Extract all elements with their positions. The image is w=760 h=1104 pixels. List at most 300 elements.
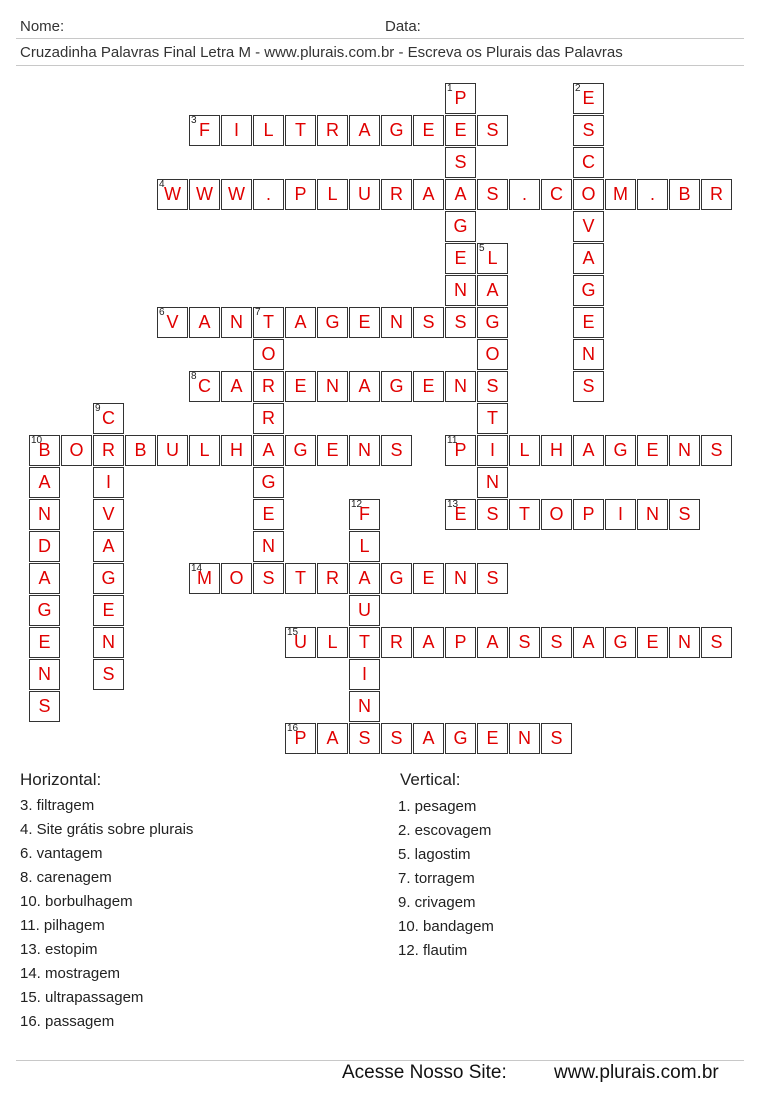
crossword-cell[interactable] xyxy=(253,499,284,530)
crossword-cell[interactable] xyxy=(189,371,220,402)
crossword-cell[interactable] xyxy=(477,275,508,306)
crossword-cell[interactable] xyxy=(253,371,284,402)
cell-letter: N xyxy=(38,664,51,684)
cell-letter: E xyxy=(454,248,467,268)
vertical-clue-list xyxy=(398,795,494,963)
crossword-cell[interactable] xyxy=(445,307,476,338)
crossword-cell[interactable] xyxy=(189,115,220,146)
crossword-cell[interactable] xyxy=(509,179,540,210)
crossword-cell[interactable] xyxy=(93,659,124,690)
clue-item: 13. estopim xyxy=(20,941,98,958)
cell-number: 14 xyxy=(191,563,203,574)
cell-letter: I xyxy=(233,120,239,140)
cell-letter: P xyxy=(454,88,467,108)
cell-letter: O xyxy=(261,344,276,364)
horizontal-clues-title: Horizontal: xyxy=(20,770,102,789)
cell-number: 4 xyxy=(159,179,165,190)
cell-letter: U xyxy=(358,184,371,204)
crossword-cell[interactable] xyxy=(573,115,604,146)
cell-letter: B xyxy=(134,440,147,460)
cell-letter: M xyxy=(197,568,212,588)
crossword-cell[interactable] xyxy=(445,371,476,402)
crossword-cell[interactable] xyxy=(349,595,380,626)
crossword-cell[interactable] xyxy=(285,115,316,146)
crossword-cell[interactable] xyxy=(189,307,220,338)
clue-item: 12. flautim xyxy=(398,942,468,959)
crossword-cell[interactable] xyxy=(29,659,60,690)
cell-letter: S xyxy=(102,664,115,684)
crossword-cell[interactable] xyxy=(477,403,508,434)
crossword-cell[interactable] xyxy=(317,179,348,210)
cell-letter: E xyxy=(646,440,659,460)
crossword-cell[interactable] xyxy=(221,307,252,338)
crossword-cell[interactable] xyxy=(125,435,156,466)
crossword-cell[interactable] xyxy=(381,371,412,402)
crossword-cell[interactable] xyxy=(477,499,508,530)
cell-letter: G xyxy=(389,568,404,588)
cell-letter: H xyxy=(230,440,243,460)
footer-label: Acesse Nosso Site: xyxy=(342,1062,507,1083)
crossword-cell[interactable] xyxy=(253,435,284,466)
crossword-cell[interactable] xyxy=(413,307,444,338)
cell-letter: E xyxy=(262,504,275,524)
crossword-cell[interactable] xyxy=(317,627,348,658)
cell-number: 2 xyxy=(575,83,581,94)
crossword-cell[interactable] xyxy=(637,627,668,658)
cell-letter: A xyxy=(486,632,499,652)
cell-letter: S xyxy=(262,568,275,588)
crossword-cell[interactable] xyxy=(669,435,700,466)
cell-letter: G xyxy=(389,376,404,396)
crossword-cell[interactable] xyxy=(477,307,508,338)
cell-letter: T xyxy=(295,120,306,140)
clue-item: 4. Site grátis sobre plurais xyxy=(20,821,194,838)
crossword-cell[interactable] xyxy=(509,435,540,466)
crossword-cell[interactable] xyxy=(477,371,508,402)
crossword-cell[interactable] xyxy=(573,499,604,530)
crossword-cell[interactable] xyxy=(445,83,476,114)
cell-letter: S xyxy=(486,568,499,588)
cell-letter: C xyxy=(550,184,563,204)
crossword-cell[interactable] xyxy=(413,371,444,402)
crossword-cell[interactable] xyxy=(349,371,380,402)
cell-letter: S xyxy=(550,728,563,748)
cell-letter: S xyxy=(582,120,595,140)
cell-number: 12 xyxy=(351,499,363,510)
cell-letter: G xyxy=(101,568,116,588)
crossword-cell[interactable] xyxy=(669,499,700,530)
crossword-cell[interactable] xyxy=(253,563,284,594)
crossword-cell[interactable] xyxy=(381,723,412,754)
crossword-cell[interactable] xyxy=(669,179,700,210)
crossword-cell[interactable] xyxy=(701,179,732,210)
crossword-cell[interactable] xyxy=(541,499,572,530)
crossword-cell[interactable] xyxy=(573,339,604,370)
crossword-cell[interactable] xyxy=(29,627,60,658)
cell-letter: R xyxy=(390,632,403,652)
crossword-cell[interactable] xyxy=(285,435,316,466)
crossword-cell[interactable] xyxy=(253,467,284,498)
crossword-cell[interactable] xyxy=(285,563,316,594)
crossword-cell[interactable] xyxy=(637,179,668,210)
cell-letter: E xyxy=(582,88,595,108)
cell-letter: E xyxy=(422,568,435,588)
crossword-cell[interactable] xyxy=(189,435,220,466)
cell-letter: . xyxy=(265,184,271,204)
cell-letter: E xyxy=(454,120,467,140)
cell-letter: P xyxy=(294,184,307,204)
crossword-cell[interactable] xyxy=(349,627,380,658)
crossword-cell[interactable] xyxy=(445,211,476,242)
crossword-cell[interactable] xyxy=(349,179,380,210)
crossword-cell[interactable] xyxy=(477,563,508,594)
crossword-cell[interactable] xyxy=(445,115,476,146)
crossword-cell[interactable] xyxy=(29,499,60,530)
cell-number: 13 xyxy=(447,499,459,510)
cell-letter: A xyxy=(582,632,595,652)
cell-letter: B xyxy=(678,184,691,204)
crossword-cell[interactable] xyxy=(445,627,476,658)
crossword-cell[interactable] xyxy=(253,403,284,434)
crossword-cell[interactable] xyxy=(509,627,540,658)
cell-letter: E xyxy=(358,312,371,332)
crossword-cell[interactable] xyxy=(701,627,732,658)
crossword-cell[interactable] xyxy=(349,531,380,562)
crossword-cell[interactable] xyxy=(349,563,380,594)
cell-letter: A xyxy=(422,184,435,204)
crossword-cell[interactable] xyxy=(253,179,284,210)
cell-letter: N xyxy=(230,312,243,332)
crossword-cell[interactable] xyxy=(381,435,412,466)
crossword-cell[interactable] xyxy=(573,275,604,306)
clue-item: 15. ultrapassagem xyxy=(20,989,144,1006)
crossword-cell[interactable] xyxy=(189,179,220,210)
cell-letter: E xyxy=(486,728,499,748)
cell-letter: B xyxy=(38,440,51,460)
cell-letter: M xyxy=(613,184,628,204)
crossword-cell[interactable] xyxy=(29,435,60,466)
crossword-cell[interactable] xyxy=(381,115,412,146)
cell-letter: N xyxy=(390,312,403,332)
crossword-cell[interactable] xyxy=(477,115,508,146)
cell-letter: S xyxy=(390,728,403,748)
crossword-cell[interactable] xyxy=(445,563,476,594)
cell-letter: A xyxy=(454,184,467,204)
cell-letter: A xyxy=(358,376,371,396)
crossword-cell[interactable] xyxy=(29,531,60,562)
cell-letter: N xyxy=(454,376,467,396)
cell-letter: R xyxy=(710,184,723,204)
cell-letter: G xyxy=(37,600,52,620)
crossword-cell[interactable] xyxy=(285,371,316,402)
crossword-cell[interactable] xyxy=(61,435,92,466)
crossword-cell[interactable] xyxy=(221,179,252,210)
crossword-cell[interactable] xyxy=(573,435,604,466)
crossword-cell[interactable] xyxy=(317,723,348,754)
crossword-cell[interactable] xyxy=(541,435,572,466)
cell-letter: E xyxy=(326,440,339,460)
cell-number: 5 xyxy=(479,243,485,254)
cell-letter: A xyxy=(358,568,371,588)
crossword-cell[interactable] xyxy=(637,499,668,530)
cell-letter: T xyxy=(487,408,498,428)
crossword-cell[interactable] xyxy=(285,307,316,338)
crossword-cell[interactable] xyxy=(221,115,252,146)
crossword-cell[interactable] xyxy=(445,179,476,210)
cell-letter: W xyxy=(228,184,245,204)
crossword-cell[interactable] xyxy=(253,115,284,146)
crossword-cell[interactable] xyxy=(605,435,636,466)
cell-letter: R xyxy=(390,184,403,204)
cell-letter: T xyxy=(295,568,306,588)
crossword-cell[interactable] xyxy=(413,179,444,210)
cell-letter: E xyxy=(102,600,115,620)
footer-rule xyxy=(16,1060,744,1061)
cell-letter: L xyxy=(263,120,274,140)
crossword-cell[interactable] xyxy=(573,307,604,338)
crossword-cell[interactable] xyxy=(317,307,348,338)
crossword-cell[interactable] xyxy=(413,723,444,754)
crossword-cell[interactable] xyxy=(157,435,188,466)
crossword-cell[interactable] xyxy=(413,563,444,594)
cell-letter: A xyxy=(230,376,243,396)
cell-letter: G xyxy=(453,728,468,748)
cell-number: 6 xyxy=(159,307,165,318)
clue-item: 3. filtragem xyxy=(20,797,95,814)
crossword-cell[interactable] xyxy=(605,179,636,210)
cell-letter: E xyxy=(38,632,51,652)
cell-number: 8 xyxy=(191,371,197,382)
crossword-cell[interactable] xyxy=(285,723,316,754)
crossword-cell[interactable] xyxy=(349,307,380,338)
cell-letter: F xyxy=(199,120,210,140)
crossword-cell[interactable] xyxy=(93,595,124,626)
crossword-cell[interactable] xyxy=(445,435,476,466)
crossword-cell[interactable] xyxy=(381,179,412,210)
crossword-cell[interactable] xyxy=(541,627,572,658)
clue-item: 2. escovagem xyxy=(398,822,492,839)
crossword-cell[interactable] xyxy=(29,563,60,594)
cell-letter: S xyxy=(678,504,691,524)
crossword-cell[interactable] xyxy=(445,499,476,530)
cell-letter: H xyxy=(550,440,563,460)
crossword-cell[interactable] xyxy=(445,147,476,178)
crossword-cell[interactable] xyxy=(93,403,124,434)
cell-letter: P xyxy=(582,504,595,524)
cell-letter: G xyxy=(389,120,404,140)
cell-letter: P xyxy=(454,632,467,652)
crossword-cell[interactable] xyxy=(285,179,316,210)
crossword-cell[interactable] xyxy=(349,435,380,466)
cell-number: 10 xyxy=(31,435,43,446)
crossword-cell[interactable] xyxy=(93,563,124,594)
crossword-cell[interactable] xyxy=(477,467,508,498)
crossword-cell[interactable] xyxy=(93,435,124,466)
crossword-cell[interactable] xyxy=(253,339,284,370)
cell-letter: N xyxy=(582,344,595,364)
cell-letter: S xyxy=(518,632,531,652)
crossword-cell[interactable] xyxy=(541,179,572,210)
clue-item: 11. pilhagem xyxy=(20,917,105,934)
cell-letter: C xyxy=(582,152,595,172)
cell-letter: S xyxy=(454,312,467,332)
cell-letter: A xyxy=(582,248,595,268)
cell-letter: E xyxy=(646,632,659,652)
crossword-cell[interactable] xyxy=(573,371,604,402)
crossword-cell[interactable] xyxy=(413,115,444,146)
cell-letter: L xyxy=(327,184,338,204)
crossword-cell[interactable] xyxy=(189,563,220,594)
crossword-cell[interactable] xyxy=(317,435,348,466)
crossword-cell[interactable] xyxy=(381,307,412,338)
cell-letter: O xyxy=(549,504,564,524)
cell-letter: S xyxy=(710,440,723,460)
cell-letter: N xyxy=(454,280,467,300)
page-title: Cruzadinha Palavras Final Letra M - www.plurais.com.br - Escreva os Plurais das Palavras xyxy=(20,44,623,61)
crossword-cell[interactable] xyxy=(157,179,188,210)
cell-letter: A xyxy=(486,280,499,300)
crossword-cell[interactable] xyxy=(509,723,540,754)
cell-letter: N xyxy=(486,472,499,492)
crossword-cell[interactable] xyxy=(477,723,508,754)
crossword-cell[interactable] xyxy=(317,115,348,146)
cell-letter: R xyxy=(262,408,275,428)
cell-letter: . xyxy=(521,184,527,204)
crossword-cell[interactable] xyxy=(349,723,380,754)
cell-letter: S xyxy=(582,376,595,396)
cell-letter: . xyxy=(649,184,655,204)
crossword-cell[interactable] xyxy=(477,435,508,466)
cell-letter: O xyxy=(581,184,596,204)
crossword-cell[interactable] xyxy=(253,531,284,562)
cell-letter: A xyxy=(422,728,435,748)
crossword-cell[interactable] xyxy=(669,627,700,658)
cell-letter: T xyxy=(263,312,274,332)
cell-letter: L xyxy=(519,440,530,460)
clue-item: 8. carenagem xyxy=(20,869,112,886)
crossword-cell[interactable] xyxy=(477,627,508,658)
crossword-cell[interactable] xyxy=(477,339,508,370)
crossword-cell[interactable] xyxy=(573,243,604,274)
crossword-cell[interactable] xyxy=(253,307,284,338)
cell-letter: S xyxy=(358,728,371,748)
cell-letter: D xyxy=(38,536,51,556)
crossword-cell[interactable] xyxy=(509,499,540,530)
cell-letter: E xyxy=(422,376,435,396)
cell-letter: N xyxy=(454,568,467,588)
cell-letter: N xyxy=(262,536,275,556)
crossword-cell[interactable] xyxy=(93,467,124,498)
crossword-cell[interactable] xyxy=(93,499,124,530)
cell-letter: A xyxy=(102,536,115,556)
crossword-cell[interactable] xyxy=(605,499,636,530)
crossword-cell[interactable] xyxy=(93,627,124,658)
cell-letter: O xyxy=(69,440,84,460)
cell-letter: A xyxy=(38,472,51,492)
crossword-cell[interactable] xyxy=(477,243,508,274)
clue-item: 14. mostragem xyxy=(20,965,121,982)
crossword-cell[interactable] xyxy=(413,627,444,658)
crossword-cell[interactable] xyxy=(541,723,572,754)
crossword-cell[interactable] xyxy=(381,627,412,658)
crossword-cell[interactable] xyxy=(285,627,316,658)
crossword-cell[interactable] xyxy=(605,627,636,658)
crossword-cell[interactable] xyxy=(573,627,604,658)
crossword-cell[interactable] xyxy=(573,147,604,178)
name-label: Nome: xyxy=(20,18,65,35)
cell-letter: R xyxy=(326,568,339,588)
crossword-cell[interactable] xyxy=(157,307,188,338)
crossword-cell[interactable] xyxy=(349,499,380,530)
crossword-cell[interactable] xyxy=(477,179,508,210)
cell-letter: S xyxy=(486,376,499,396)
cell-letter: I xyxy=(361,664,367,684)
cell-letter: S xyxy=(486,184,499,204)
cell-letter: R xyxy=(326,120,339,140)
cell-letter: S xyxy=(550,632,563,652)
crossword-cell[interactable] xyxy=(701,435,732,466)
clue-item: 9. crivagem xyxy=(398,894,476,911)
crossword-cell[interactable] xyxy=(221,371,252,402)
cell-letter: N xyxy=(38,504,51,524)
crossword-cell[interactable] xyxy=(221,435,252,466)
crossword-cell[interactable] xyxy=(445,723,476,754)
crossword-cell[interactable] xyxy=(93,531,124,562)
cell-letter: I xyxy=(489,440,495,460)
cell-letter: A xyxy=(38,568,51,588)
cell-letter: I xyxy=(105,472,111,492)
crossword-cell[interactable] xyxy=(573,179,604,210)
clue-item: 6. vantagem xyxy=(20,845,103,862)
cell-letter: C xyxy=(102,408,115,428)
crossword-cell[interactable] xyxy=(317,371,348,402)
cell-letter: S xyxy=(486,504,499,524)
cell-letter: L xyxy=(327,632,338,652)
cell-letter: N xyxy=(358,696,371,716)
crossword-cell[interactable] xyxy=(349,659,380,690)
cell-letter: W xyxy=(164,184,181,204)
crossword-cell[interactable] xyxy=(29,467,60,498)
cell-letter: G xyxy=(613,440,628,460)
clue-item: 10. borbulhagem xyxy=(20,893,133,910)
crossword-cell[interactable] xyxy=(573,83,604,114)
cell-letter: S xyxy=(710,632,723,652)
crossword-cell[interactable] xyxy=(29,595,60,626)
cell-letter: G xyxy=(325,312,340,332)
cell-letter: V xyxy=(166,312,179,332)
cell-letter: S xyxy=(454,152,467,172)
crossword-cell[interactable] xyxy=(445,275,476,306)
crossword-cell[interactable] xyxy=(349,115,380,146)
cell-letter: T xyxy=(359,632,370,652)
cell-letter: S xyxy=(38,696,51,716)
crossword-cell[interactable] xyxy=(317,563,348,594)
cell-letter: N xyxy=(678,632,691,652)
crossword-cell[interactable] xyxy=(221,563,252,594)
crossword-cell[interactable] xyxy=(381,563,412,594)
cell-letter: P xyxy=(454,440,467,460)
cell-letter: W xyxy=(196,184,213,204)
crossword-cell[interactable] xyxy=(637,435,668,466)
cell-letter: V xyxy=(582,216,595,236)
crossword-cell[interactable] xyxy=(29,691,60,722)
crossword-cell[interactable] xyxy=(573,211,604,242)
cell-letter: E xyxy=(454,504,467,524)
footer-url[interactable]: www.plurais.com.br xyxy=(554,1062,719,1083)
crossword-cell[interactable] xyxy=(445,243,476,274)
crossword-cell[interactable] xyxy=(349,691,380,722)
cell-number: 11 xyxy=(447,435,458,446)
